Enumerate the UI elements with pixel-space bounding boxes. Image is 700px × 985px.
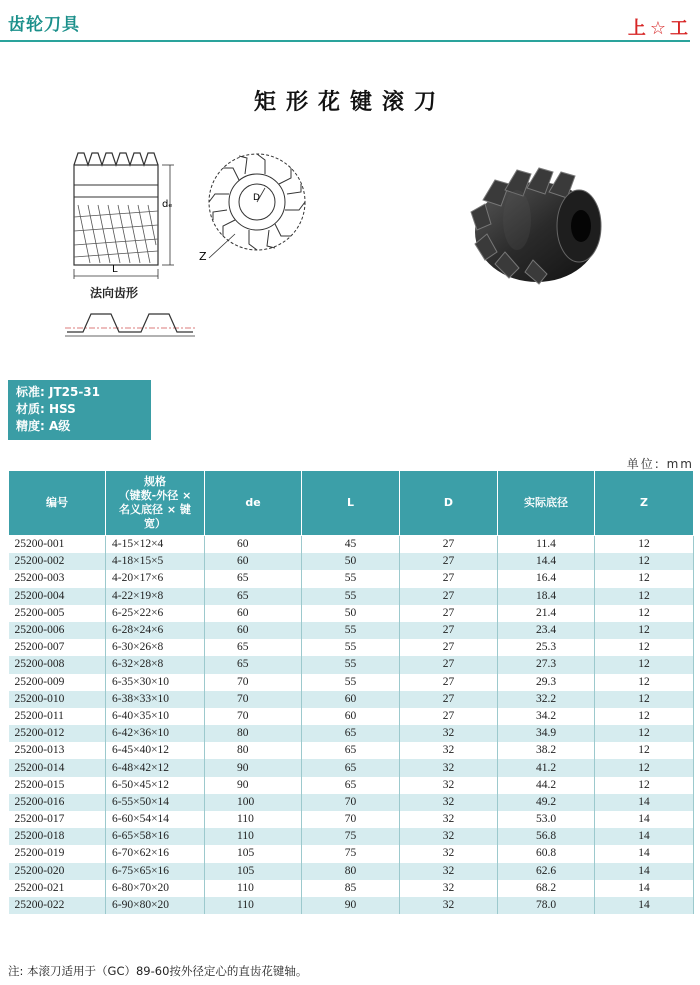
table-cell: 60 (302, 708, 400, 725)
material-spec: 材质: HSS (16, 402, 76, 416)
table-cell: 90 (302, 897, 400, 914)
table-cell: 32 (400, 828, 498, 845)
table-cell: 6-38×33×10 (106, 691, 205, 708)
table-cell: 6-35×30×10 (106, 674, 205, 691)
table-cell: 68.2 (498, 880, 595, 897)
table-cell: 25200-018 (9, 828, 106, 845)
table-cell: 65 (302, 742, 400, 759)
table-row (9, 656, 694, 673)
table-cell: 34.9 (498, 725, 595, 742)
table-cell: 14 (595, 845, 694, 862)
table-cell: 55 (302, 639, 400, 656)
table-cell: 65 (302, 777, 400, 794)
table-cell: 25200-013 (9, 742, 106, 759)
table-cell: 32 (400, 880, 498, 897)
table-cell: 65 (205, 656, 302, 673)
table-header-row (9, 471, 694, 536)
table-cell: 6-28×24×6 (106, 622, 205, 639)
table-row (9, 725, 694, 742)
table-cell: 62.6 (498, 863, 595, 880)
table-cell: 25200-008 (9, 656, 106, 673)
table-cell: 100 (205, 794, 302, 811)
table-cell: 11.4 (498, 536, 595, 554)
table-cell: 12 (595, 605, 694, 622)
header-Z: Z (595, 471, 694, 536)
table-row (9, 880, 694, 897)
table-cell: 27 (400, 605, 498, 622)
table-cell: 105 (205, 845, 302, 862)
table-cell: 27 (400, 553, 498, 570)
table-cell: 6-70×62×16 (106, 845, 205, 862)
table-cell: 6-42×36×10 (106, 725, 205, 742)
table-cell: 55 (302, 570, 400, 587)
table-cell: 110 (205, 897, 302, 914)
table-cell: 60 (205, 536, 302, 554)
table-cell: 44.2 (498, 777, 595, 794)
label-de: dₑ (162, 199, 173, 210)
table-row (9, 828, 694, 845)
table-cell: 14.4 (498, 553, 595, 570)
table-row (9, 863, 694, 880)
table-cell: 78.0 (498, 897, 595, 914)
table-cell: 32 (400, 742, 498, 759)
label-L: L (112, 264, 118, 275)
table-cell: 27 (400, 691, 498, 708)
table-cell: 25200-012 (9, 725, 106, 742)
table-cell: 21.4 (498, 605, 595, 622)
table-cell: 32 (400, 777, 498, 794)
table-cell: 32.2 (498, 691, 595, 708)
table-row (9, 759, 694, 776)
table-cell: 65 (205, 639, 302, 656)
label-Z: Z (199, 250, 207, 263)
table-cell: 25200-016 (9, 794, 106, 811)
table-cell: 32 (400, 794, 498, 811)
footnote: 注: 本滚刀适用于（GC）89-60按外径定心的直齿花键轴。 (8, 964, 308, 978)
figure-caption: 法向齿形 (90, 286, 139, 300)
table-cell: 105 (205, 863, 302, 880)
table-cell: 6-80×70×20 (106, 880, 205, 897)
table-cell: 65 (302, 759, 400, 776)
header-divider (0, 40, 690, 42)
table-cell: 80 (302, 863, 400, 880)
page-title: 矩形花键滚刀 (253, 90, 446, 115)
table-cell: 55 (302, 588, 400, 605)
table-cell: 14 (595, 863, 694, 880)
table-row (9, 742, 694, 759)
table-cell: 55 (302, 622, 400, 639)
table-cell: 27 (400, 639, 498, 656)
table-cell: 34.2 (498, 708, 595, 725)
table-row (9, 794, 694, 811)
table-cell: 70 (302, 794, 400, 811)
table-row (9, 588, 694, 605)
table-row (9, 570, 694, 587)
table-cell: 14 (595, 880, 694, 897)
table-cell: 16.4 (498, 570, 595, 587)
table-cell: 65 (205, 588, 302, 605)
table-cell: 25200-006 (9, 622, 106, 639)
table-cell: 6-50×45×12 (106, 777, 205, 794)
table-row (9, 845, 694, 862)
table-row (9, 811, 694, 828)
table-cell: 6-75×65×16 (106, 863, 205, 880)
table-cell: 12 (595, 708, 694, 725)
brand-logo: 上☆工 (627, 18, 692, 39)
table-cell: 32 (400, 725, 498, 742)
unit-label: 单位: mm (626, 457, 694, 471)
table-row (9, 897, 694, 914)
spec-box (8, 380, 151, 440)
table-cell: 12 (595, 656, 694, 673)
standard-spec: 标准: JT25-31 (16, 385, 101, 399)
table-cell: 27 (400, 536, 498, 554)
table-cell: 60 (205, 605, 302, 622)
table-row (9, 674, 694, 691)
table-cell: 32 (400, 759, 498, 776)
table-cell: 23.4 (498, 622, 595, 639)
table-row (9, 536, 694, 554)
table-cell: 12 (595, 725, 694, 742)
table-cell: 12 (595, 691, 694, 708)
table-row (9, 622, 694, 639)
table-cell: 14 (595, 794, 694, 811)
normal-tooth-profile-drawing (65, 308, 195, 343)
hob-product-photo (465, 160, 610, 295)
table-cell: 12 (595, 588, 694, 605)
table-cell: 6-55×50×14 (106, 794, 205, 811)
header-spec: 规格 （键数-外径 × 名义底径 × 键 宽） (106, 471, 205, 536)
table-cell: 27.3 (498, 656, 595, 673)
table-cell: 6-90×80×20 (106, 897, 205, 914)
table-cell: 65 (205, 570, 302, 587)
table-cell: 65 (302, 725, 400, 742)
table-cell: 27 (400, 588, 498, 605)
table-row (9, 691, 694, 708)
table-cell: 25200-015 (9, 777, 106, 794)
table-cell: 85 (302, 880, 400, 897)
table-cell: 25.3 (498, 639, 595, 656)
table-cell: 41.2 (498, 759, 595, 776)
table-cell: 25200-017 (9, 811, 106, 828)
precision-spec: 精度: A级 (16, 419, 71, 433)
table-cell: 25200-004 (9, 588, 106, 605)
table-cell: 25200-022 (9, 897, 106, 914)
table-cell: 6-25×22×6 (106, 605, 205, 622)
table-cell: 4-18×15×5 (106, 553, 205, 570)
table-cell: 75 (302, 828, 400, 845)
table-cell: 60.8 (498, 845, 595, 862)
header-code: 编号 (9, 471, 106, 536)
table-cell: 32 (400, 863, 498, 880)
table-cell: 25200-002 (9, 553, 106, 570)
table-cell: 18.4 (498, 588, 595, 605)
table-cell: 32 (400, 897, 498, 914)
table-cell: 55 (302, 656, 400, 673)
table-cell: 4-22×19×8 (106, 588, 205, 605)
table-cell: 27 (400, 570, 498, 587)
table-cell: 25200-014 (9, 759, 106, 776)
table-cell: 38.2 (498, 742, 595, 759)
hob-front-view-drawing (195, 150, 315, 265)
table-cell: 49.2 (498, 794, 595, 811)
table-cell: 53.0 (498, 811, 595, 828)
table-cell: 27 (400, 708, 498, 725)
table-row (9, 708, 694, 725)
table-cell: 70 (205, 691, 302, 708)
table-cell: 14 (595, 828, 694, 845)
table-cell: 12 (595, 759, 694, 776)
table-cell: 56.8 (498, 828, 595, 845)
table-cell: 12 (595, 622, 694, 639)
table-cell: 27 (400, 622, 498, 639)
table-cell: 14 (595, 897, 694, 914)
table-cell: 25200-007 (9, 639, 106, 656)
table-row (9, 605, 694, 622)
table-cell: 25200-019 (9, 845, 106, 862)
table-cell: 25200-005 (9, 605, 106, 622)
table-cell: 60 (205, 553, 302, 570)
table-cell: 32 (400, 811, 498, 828)
table-cell: 12 (595, 742, 694, 759)
table-cell: 12 (595, 553, 694, 570)
table-cell: 50 (302, 605, 400, 622)
table-cell: 12 (595, 570, 694, 587)
table-cell: 50 (302, 553, 400, 570)
table-cell: 110 (205, 880, 302, 897)
table-cell: 25200-001 (9, 536, 106, 554)
table-row (9, 639, 694, 656)
header-L: L (302, 471, 400, 536)
table-cell: 60 (302, 691, 400, 708)
table-cell: 6-40×35×10 (106, 708, 205, 725)
table-cell: 12 (595, 777, 694, 794)
header-D: D (400, 471, 498, 536)
table-cell: 29.3 (498, 674, 595, 691)
table-cell: 12 (595, 536, 694, 554)
table-cell: 12 (595, 639, 694, 656)
table-cell: 90 (205, 777, 302, 794)
table-cell: 27 (400, 674, 498, 691)
table-cell: 80 (205, 742, 302, 759)
table-cell: 110 (205, 811, 302, 828)
label-D: D (253, 193, 260, 203)
table-cell: 25200-020 (9, 863, 106, 880)
table-cell: 90 (205, 759, 302, 776)
table-cell: 75 (302, 845, 400, 862)
table-cell: 6-32×28×8 (106, 656, 205, 673)
table-cell: 32 (400, 845, 498, 862)
table-cell: 110 (205, 828, 302, 845)
table-cell: 25200-010 (9, 691, 106, 708)
table-cell: 6-45×40×12 (106, 742, 205, 759)
table-cell: 55 (302, 674, 400, 691)
table-cell: 12 (595, 674, 694, 691)
table-cell: 45 (302, 536, 400, 554)
table-row (9, 777, 694, 794)
table-cell: 25200-003 (9, 570, 106, 587)
table-cell: 70 (302, 811, 400, 828)
table-cell: 25200-009 (9, 674, 106, 691)
table-cell: 6-30×26×8 (106, 639, 205, 656)
table-cell: 6-60×54×14 (106, 811, 205, 828)
table-cell: 60 (205, 622, 302, 639)
header-actual-root-dia: 实际底径 (498, 471, 595, 536)
table-cell: 6-65×58×16 (106, 828, 205, 845)
table-row (9, 553, 694, 570)
table-cell: 14 (595, 811, 694, 828)
table-cell: 4-15×12×4 (106, 536, 205, 554)
table-cell: 27 (400, 656, 498, 673)
table-cell: 80 (205, 725, 302, 742)
header-de: de (205, 471, 302, 536)
table-cell: 4-20×17×6 (106, 570, 205, 587)
table-cell: 25200-021 (9, 880, 106, 897)
table-cell: 70 (205, 674, 302, 691)
hob-side-view-drawing (60, 145, 185, 285)
spec-table (8, 470, 694, 914)
table-cell: 25200-011 (9, 708, 106, 725)
table-cell: 70 (205, 708, 302, 725)
table-cell: 6-48×42×12 (106, 759, 205, 776)
category-title: 齿轮刀具 (8, 15, 80, 35)
